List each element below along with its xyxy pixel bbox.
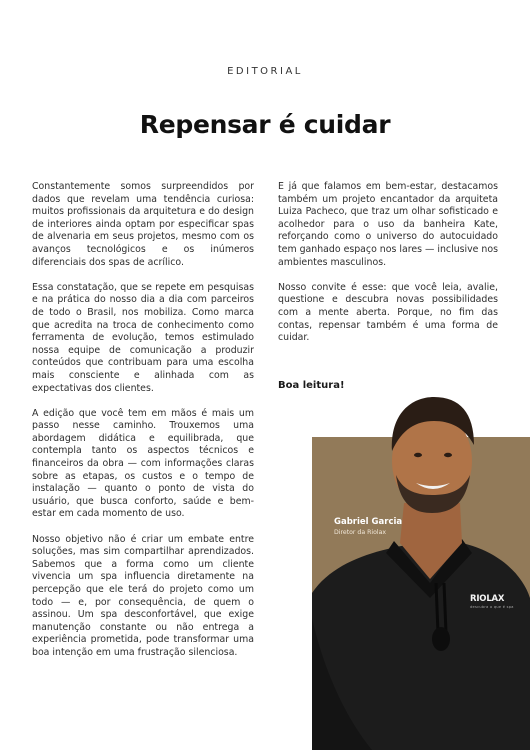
page-title: Repensar é cuidar: [139, 110, 391, 139]
shirt-logo-text: RIOLAX: [470, 594, 505, 604]
director-role: Diretor da Riolax: [334, 529, 387, 536]
director-name: Gabriel Garcia: [334, 517, 403, 527]
director-portrait: [312, 383, 530, 750]
closing-text: Boa leitura!: [278, 380, 345, 391]
portrait-caption: [334, 517, 402, 536]
shirt-logo-tagline: descubra o que é spa: [470, 605, 514, 609]
portrait-eye-right: [444, 453, 452, 457]
right-column: [278, 181, 498, 357]
paragraph: Nosso objetivo não é criar um embate entre soluções, mas sim compartilhar aprendizados. Sabemos que a forma como um cliente vivencia um spa influencia diretamente na percepção que ele terá do projeto como um todo — e, por consequência, de quem o assinou. Um spa desconfortável, que exige manutenção constante ou não entrega a experiência prometida, pode transformar uma boa intenção em uma frustração silenciosa.: [32, 533, 254, 658]
paragraph: Nosso convite é esse: que você leia, avalie, questione e descubra novas possibilidades com a mente aberta. Porque, no fim das contas, repensar também é uma forma de cuidar.: [278, 281, 498, 344]
paragraph: Essa constatação, que se repete em pesquisas e na prática do nosso dia a dia com parceiros de todo o Brasil, nos mobiliza. Como marca que acredita na troca de conhecimento como ferramenta de evolução, temos estimulado nossa equipe de comunicação a produzir conteúdos que contribuam para uma escolha mais consciente e alinhada com as expectativas dos clientes.: [32, 281, 254, 394]
left-column: [32, 181, 254, 672]
editorial-kicker: EDITORIAL: [227, 66, 303, 77]
portrait-glasses-lens: [432, 627, 450, 651]
paragraph: A edição que você tem em mãos é mais um passo nesse caminho. Trouxemos uma abordagem didática e equilibrada, que contempla tanto os aspectos técnicos e financeiros da obra — com informações claras sobre as etapas, os custos e o tempo de instalação — quanto o ponto de vista do usuário, que busca conforto, saúde e bem-estar em cada momento de uso.: [32, 407, 254, 520]
portrait-illustration: [312, 383, 530, 750]
paragraph: E já que falamos em bem-estar, destacamos também um projeto encantador da arquiteta Luiza Pacheco, que traz um olhar sofisticado e acolhedor para o uso da banheira Kate, reforçando como o universo do autocuidado tem ganhado espaço nos lares — inclusive nos ambientes masculinos.: [278, 181, 498, 268]
shirt-logo: [470, 594, 514, 609]
paragraph: Constantemente somos surpreendidos por dados que revelam uma tendência curiosa: muitos profissionais da arquitetura e do design de interiores ainda optam por especificar spas de alvenaria em seus projetos, mesmo com os avanços tecnológicos e os inúmeros diferenciais dos spas de acrílico.: [32, 181, 254, 268]
portrait-eye-left: [414, 453, 422, 457]
